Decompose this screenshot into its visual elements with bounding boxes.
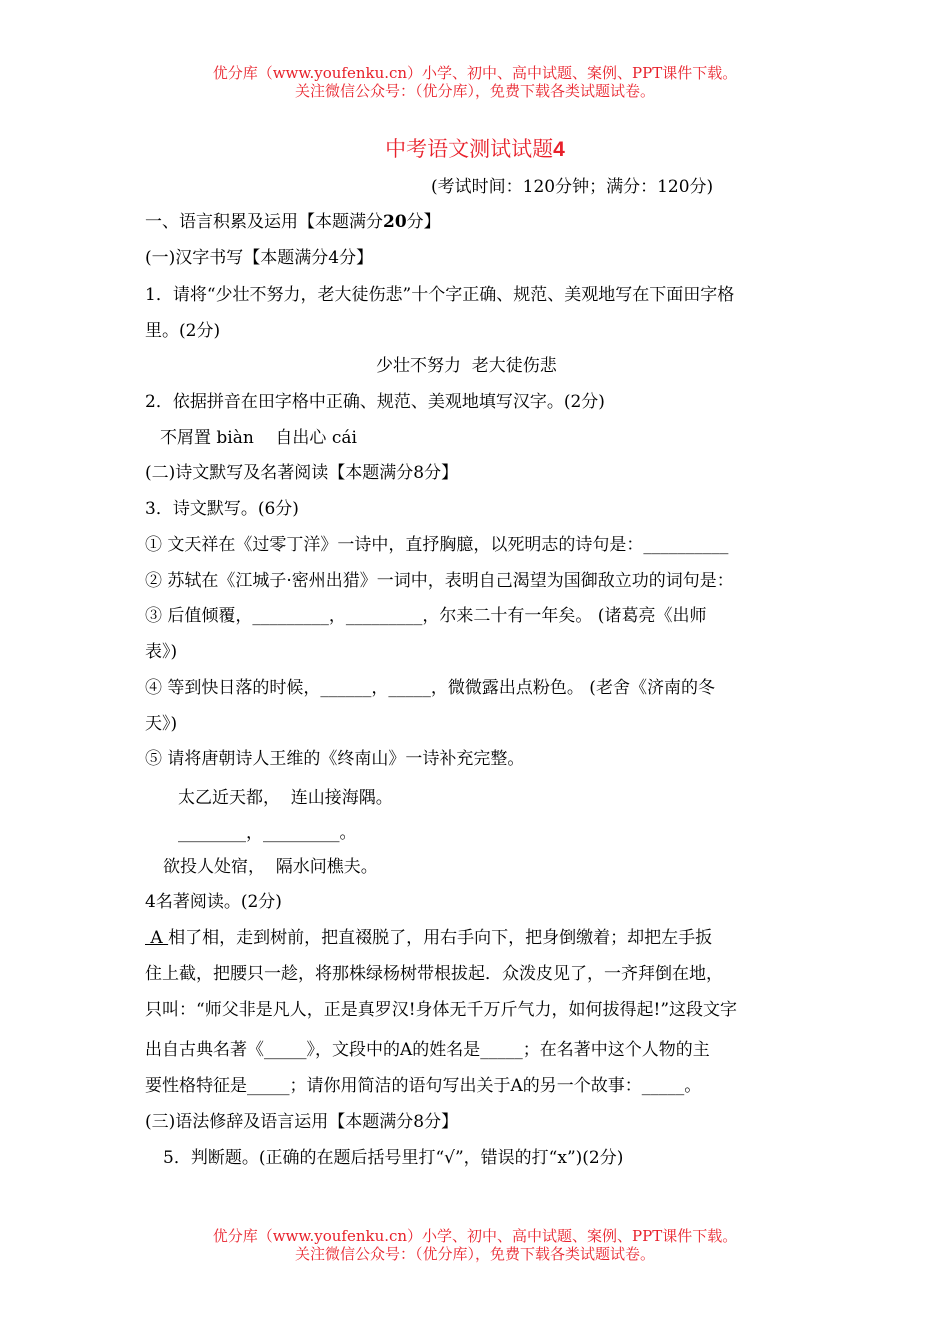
q4-passage-line-1 xyxy=(145,927,712,949)
q4-passage-line-5: 要性格特征是_____；请你用简洁的语句写出关于A的另一个故事：_____。 xyxy=(145,1076,702,1096)
q5-title: 5．判断题。(正确的在题后括号里打“√”，错误的打“x”)(2分) xyxy=(163,1148,624,1168)
q3-item-2: ② 苏轼在《江城子·密州出猎》一词中，表明自己渴望为国御敌立功的词句是： xyxy=(145,571,734,591)
q3-title: 3．诗文默写。(6分) xyxy=(145,499,299,519)
q1-line-2: 里。(2分) xyxy=(145,321,221,341)
section-1-heading xyxy=(145,211,441,233)
q1-line-1: 1．请将“少壮不努力，老大徒伤悲”十个字正确、规范、美观地写在下面田字格 xyxy=(145,285,735,305)
q2-line-2: 不屑置 biàn 自出心 cái xyxy=(160,428,357,448)
subsection-1-heading: (一)汉字书写【本题满分4分】 xyxy=(145,248,374,268)
q4-passage-line-2: 住上截，把腰只一趁，将那株绿杨树带根拔起．众泼皮见了，一齐拜倒在地， xyxy=(145,964,723,984)
section-1-score: 20 xyxy=(383,212,407,232)
page-title xyxy=(0,136,950,163)
page-footer xyxy=(0,1227,950,1263)
poem-line-1: 太乙近天都， 连山接海隅。 xyxy=(178,788,393,808)
q3-item-5: ⑤ 请将唐朝诗人王维的《终南山》一诗补充完整。 xyxy=(145,749,525,769)
footer-line-2: 关注微信公众号：（优分库），免费下载各类试题试卷。 xyxy=(294,1245,655,1263)
q3-item-1: ① 文天祥在《过零丁洋》一诗中，直抒胸臆，以死明志的诗句是：__________ xyxy=(145,535,729,555)
q4-passage-line-4: 出自古典名著《_____》，文段中的A的姓名是_____；在名著中这个人物的主 xyxy=(145,1040,710,1060)
q4-title: 4名著阅读。(2分) xyxy=(145,892,282,912)
section-1-prefix: 一、语言积累及运用【本题满分 xyxy=(145,212,383,232)
title-number: 4 xyxy=(553,138,565,161)
q3-item-3-line-2: 表》) xyxy=(145,642,178,662)
page-header xyxy=(0,64,950,100)
subsection-2-heading: (二)诗文默写及名著阅读【本题满分8分】 xyxy=(145,463,459,483)
q3-item-4-line-2: 天》) xyxy=(145,714,178,734)
header-line-1: 优分库（www.youfenku.cn）小学、初中、高中试题、案例、PPT课件下载。 xyxy=(212,64,738,82)
q4-passage-line-3: 只叫：“师父非是凡人，正是真罗汉!身体无千万斤气力，如何拔得起!”这段文字 xyxy=(145,1000,738,1020)
subsection-3-heading: (三)语法修辞及语言运用【本题满分8分】 xyxy=(145,1112,459,1132)
q3-item-3-line-1: ③ 后值倾覆，_________，_________，尔来二十有一年矣。 (诸葛亮《出师 xyxy=(145,606,707,626)
footer-line-1: 优分库（www.youfenku.cn）小学、初中、高中试题、案例、PPT课件下载。 xyxy=(212,1227,738,1245)
exam-meta: (考试时间：120分钟；满分：120分) xyxy=(431,177,714,197)
title-text: 中考语文测试试题 xyxy=(385,137,554,161)
header-line-2: 关注微信公众号：（优分库），免费下载各类试题试卷。 xyxy=(294,82,655,100)
poem-line-2: ________，_________。 xyxy=(178,823,357,843)
q1-sample-text: 少壮不努力 老大徒伤悲 xyxy=(376,356,557,376)
poem-line-3: 欲投人处宿， 隔水问樵夫。 xyxy=(163,857,378,877)
q4-passage-text-1: 相了相，走到树前，把直裰脱了，用右手向下，把身倒缴着；却把左手扳 xyxy=(168,928,713,948)
q4-blank-a: A xyxy=(145,928,169,948)
q3-item-4-line-1: ④ 等到快日落的时候，______，_____，微微露出点粉色。 (老舍《济南的冬 xyxy=(145,678,715,698)
section-1-suffix: 分】 xyxy=(406,212,441,232)
q2-line-1: 2．依据拼音在田字格中正确、规范、美观地填写汉字。(2分) xyxy=(145,392,605,412)
